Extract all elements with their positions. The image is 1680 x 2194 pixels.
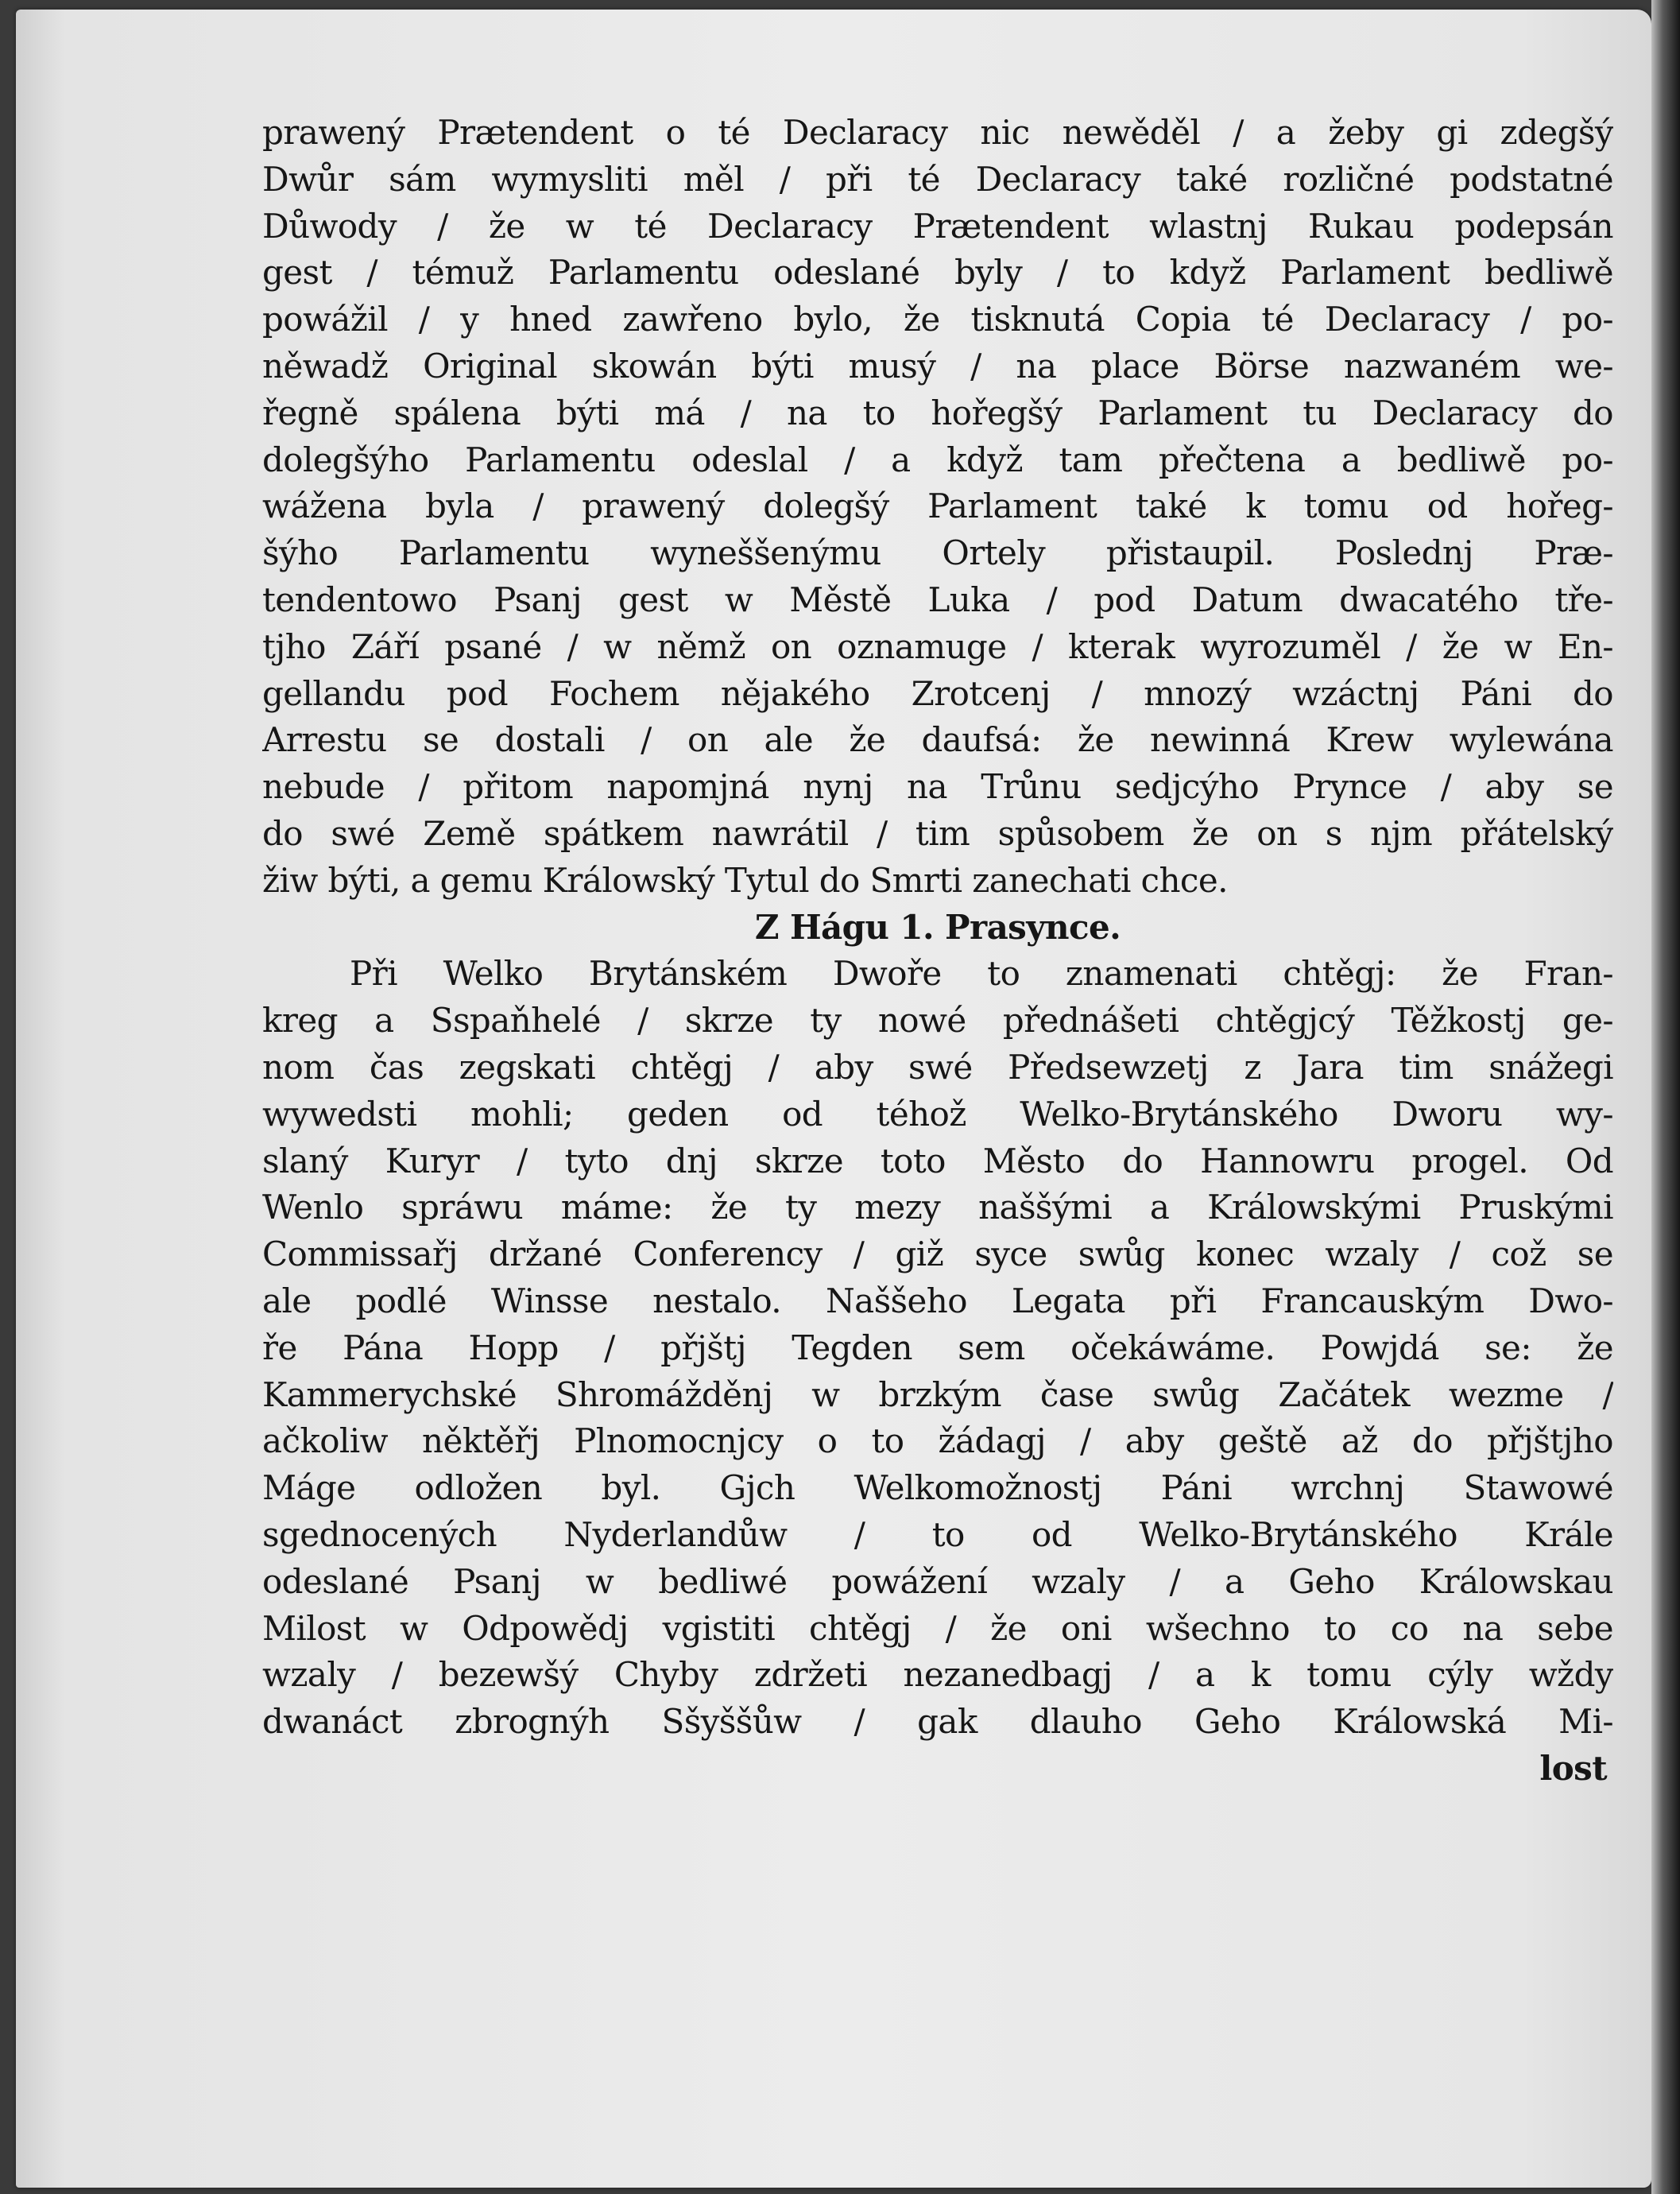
text-line: něwadž Original skowán býti musý / na place Börse nazwaném we- (262, 346, 1613, 386)
text-line: ačkoliw něktěřj Plnomocnjcy o to žádagj / aby geště až do přjštjho (262, 1421, 1613, 1461)
text-line: Wenlo spráwu máme: že ty mezy naššými a Králowskými Pruskými (262, 1188, 1613, 1227)
text-line: nom čas zegskati chtěgj / aby swé Předsewzetj z Jara tim snážegi (262, 1047, 1613, 1087)
text-line: powážil / y hned zawřeno bylo, že tisknutá Copia té Declaracy / po- (262, 300, 1613, 339)
text-line: žiw býti, a gemu Králowský Tytul do Smrti zanechati chce. (262, 860, 1228, 900)
text-line: kreg a Sspaňhelé / skrze ty nowé přednášeti chtěgjcý Těžkostj ge- (262, 1001, 1613, 1041)
text-line: slaný Kuryr / tyto dnj skrze toto Město do Hannowru progel. Od (262, 1141, 1613, 1180)
text-line: tjho Září psané / w němž on oznamuge / kterak wyrozuměl / že w En- (262, 626, 1613, 666)
text-line: prawený Prætendent o té Declaracy nic newěděl / a žeby gi zdegšý (262, 113, 1613, 152)
text-line: Commissařj držané Conferency / giž syce swůg konec wzaly / což se (262, 1235, 1613, 1274)
text-line: ře Pána Hopp / přjštj Tegden sem očekáwáme. Powjdá se: že (262, 1328, 1613, 1367)
text-line: do swé Země spátkem nawrátil / tim spůsobem že on s njm přátelský (262, 813, 1613, 853)
text-line: Při Welko Brytánském Dwoře to znamenati chtěgj: že Fran- (350, 954, 1613, 994)
text-line: ale podlé Winsse nestalo. Naššeho Legata při Francauským Dwo- (262, 1281, 1613, 1320)
text-line: dolegšýho Parlamentu odeslal / a když tam přečtena a bedliwě po- (262, 440, 1613, 479)
text-line: řegně spálena býti má / na to hořegšý Parlament tu Declaracy do (262, 393, 1613, 432)
text-line: wážena byla / prawený dolegšý Parlament také k tomu od hořeg- (262, 486, 1613, 526)
text-line: Důwody / že w té Declaracy Prætendent wlastnj Rukau podepsán (262, 206, 1613, 246)
text-line: dwanáct zbrognýh Sšyššůw / gak dlauho Geho Králowská Mi- (262, 1702, 1613, 1742)
book-edge (1651, 0, 1680, 2194)
text-line: Arrestu se dostali / on ale že daufsá: že newinná Krew wylewána (262, 720, 1613, 760)
section-heading: Z Hágu 1. Prasynce. (754, 907, 1121, 947)
body-text (262, 110, 1613, 1793)
text-line: tendentowo Psanj gest w Městě Luka / pod Datum dwacatého tře- (262, 580, 1613, 619)
text-line: Milost w Odpowědj vgistiti chtěgj / že oni wšechno to co na sebe (262, 1608, 1613, 1648)
text-line: Dwůr sám wymysliti měl / při té Declaracy také rozličné podstatné (262, 159, 1613, 199)
text-line: Máge odložen byl. Gjch Welkomožnostj Páni wrchnj Stawowé (262, 1468, 1613, 1508)
text-line: sgednocených Nyderlandůw / to od Welko-Brytánského Krále (262, 1514, 1613, 1554)
text-line: odeslané Psanj w bedliwé powážení wzaly / a Geho Králowskau (262, 1561, 1613, 1601)
text-line: šýho Parlamentu wyneššenýmu Ortely přistaupil. Poslednj Præ- (262, 533, 1613, 573)
text-line: wzaly / bezewšý Chyby zdržeti nezanedbagj / a k tomu cýly wždy (262, 1655, 1613, 1695)
text-line: gest / témuž Parlamentu odeslané byly / to když Parlament bedliwě (262, 253, 1613, 293)
catchword: lost (1539, 1748, 1607, 1788)
text-line: gellandu pod Fochem nějakého Zrotcenj / mnozý wzáctnj Páni do (262, 673, 1613, 713)
text-line: nebude / přitom napomjná nynj na Trůnu sedjcýho Prynce / aby se (262, 767, 1613, 807)
text-line: wywedsti mohli; geden od téhož Welko-Brytánského Dworu wy- (262, 1094, 1613, 1134)
text-line: Kammerychské Shromážděnj w brzkým čase swůg Začátek wezme / (262, 1374, 1613, 1414)
